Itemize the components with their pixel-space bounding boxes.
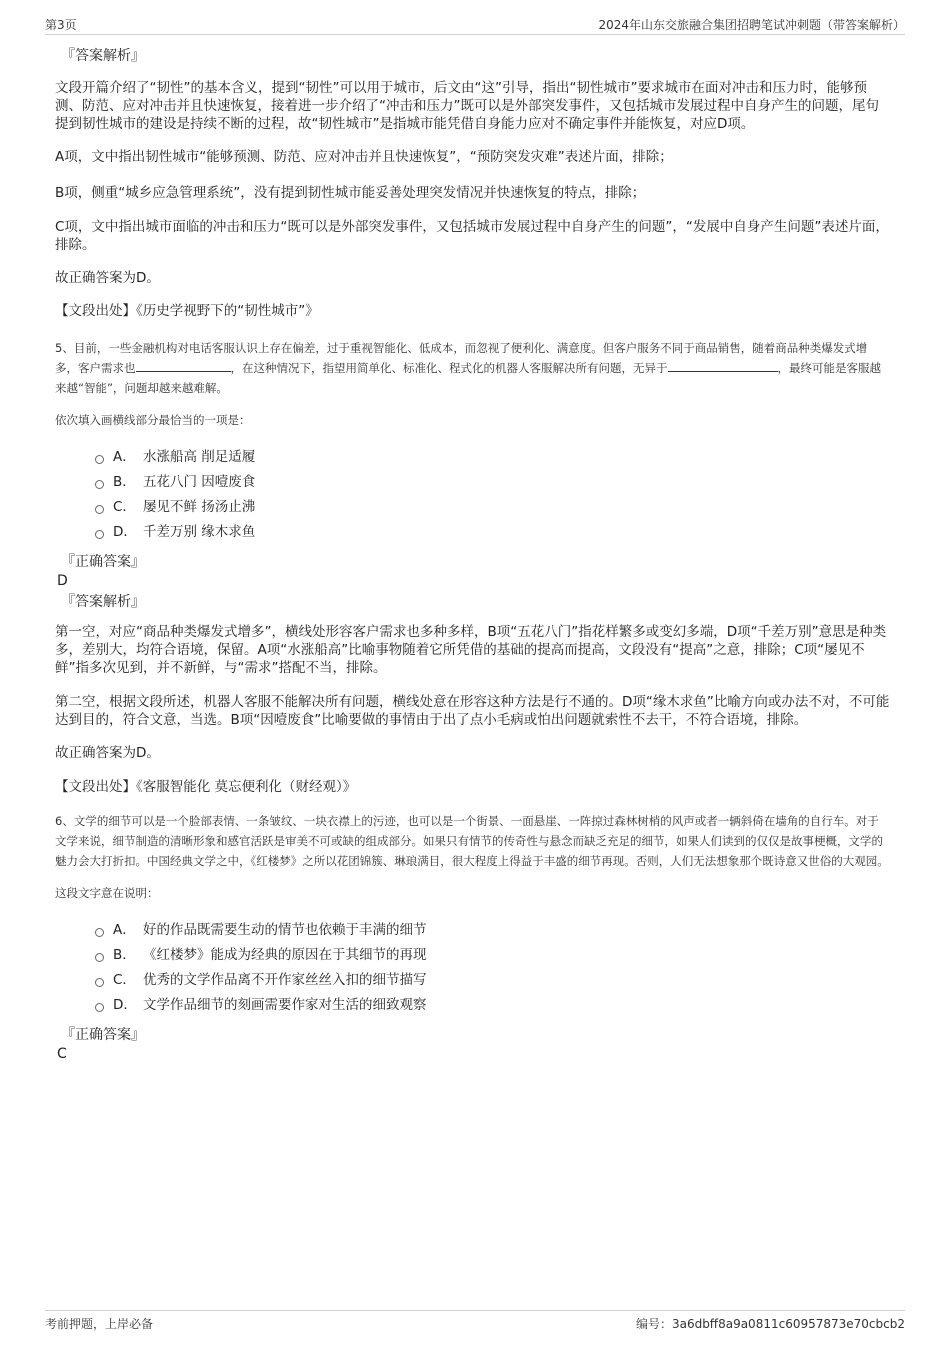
q5-stem-text: 5、目前，一些金融机构对电话客服认识上存在偏差，过于重视智能化、低成本，而忽视了便利化、满意度。但客户服务不同于商品销售，随着商品种类爆发式增多，客户需求也 <box>55 341 868 375</box>
q5-stem-text: ，在这种情况下，指望用简单化、标准化、程式化的机器人客服解决所有问题，无异于 <box>230 361 668 375</box>
q5-option-b[interactable] <box>95 469 890 494</box>
q5-answer-label: 『正确答案』 <box>61 554 145 570</box>
q5-analysis-paragraph: 第二空，根据文段所述，机器人客服不能解决所有问题，横线处意在形容这种方法是行不通的。D项“缘木求鱼”比喻方向或办法不对，不可能达到目的，符合文意，当选。B项“因噎废食”比喻要做的事情由于出了点小毛病或怕出问题就索性不去干，不符合语境，排除。 <box>55 694 890 728</box>
q5-options <box>95 444 890 544</box>
q4-analysis-label: 『答案解析』 <box>61 48 145 64</box>
q4-analysis-conclusion: 故正确答案为D。 <box>55 270 160 286</box>
option-text: 五花八门 因噎废食 <box>143 473 256 490</box>
page-number: 第3页 <box>45 18 77 32</box>
option-letter: B． <box>113 946 136 963</box>
q5-analysis-label: 『答案解析』 <box>61 594 145 610</box>
radio-icon[interactable] <box>95 928 104 937</box>
q6-stem: 6、文学的细节可以是一个脸部表情、一条皱纹、一块衣襟上的污迹，也可以是一个街景、一面悬崖、一阵掠过森林树梢的风声或者一辆斜倚在墙角的自行车。对于文学来说，细节制造的清晰形象和感官活跃是审美不可或缺的组成部分。如果只有情节的传奇性与悬念而缺乏充足的细节，如果人们读到的仅仅是故事梗概，文学的魅力会大打折扣。中国经典文学之中，《红楼梦》之所以花团锦簇、琳琅满目，很大程度上得益于丰盛的细节再现。否则，人们无法想象那个既诗意又世俗的大观园。 <box>55 814 889 868</box>
option-text: 千差万别 缘木求鱼 <box>143 523 256 540</box>
q6-option-c[interactable] <box>95 967 890 992</box>
option-text: 好的作品既需要生动的情节也依赖于丰满的细节 <box>143 921 427 938</box>
radio-icon[interactable] <box>95 1003 104 1012</box>
option-letter: B． <box>113 473 136 490</box>
page-content <box>55 46 890 1063</box>
q5-analysis-conclusion: 故正确答案为D。 <box>55 745 160 761</box>
q6-answer-label: 『正确答案』 <box>61 1027 145 1043</box>
q5-option-c[interactable] <box>95 494 890 519</box>
q4-source: 【文段出处】《历史学视野下的“韧性城市”》 <box>55 303 319 319</box>
q6-option-a[interactable] <box>95 917 890 942</box>
footer-slogan: 考前押题，上岸必备 <box>45 1317 154 1331</box>
q5-source: 【文段出处】《客服智能化 莫忘便利化（财经观）》 <box>55 779 357 795</box>
q5-stem-text: ，最终可能是客服越来越“智能”，问题却越来越难解。 <box>55 361 881 395</box>
q6-option-d[interactable] <box>95 992 890 1017</box>
radio-icon[interactable] <box>95 480 104 489</box>
page-footer <box>45 1310 905 1335</box>
option-text: 屡见不鲜 扬汤止沸 <box>143 498 256 515</box>
radio-icon[interactable] <box>95 953 104 962</box>
option-letter: C． <box>113 971 136 988</box>
option-letter: C． <box>113 498 136 515</box>
q4-analysis-paragraph: C项，文中指出城市面临的冲击和压力“既可以是外部突发事件，又包括城市发展过程中自身产生的问题”，“发展中自身产生问题”表述片面，排除。 <box>55 219 889 253</box>
q5-prompt: 依次填入画横线部分最恰当的一项是： <box>55 413 251 427</box>
radio-icon[interactable] <box>95 530 104 539</box>
option-letter: A． <box>113 448 136 465</box>
q4-analysis-paragraph: A项，文中指出韧性城市“能够预测、防范、应对冲击并且快速恢复”，“预防突发灾难”表述片面，排除； <box>55 149 673 165</box>
q5-answer: D <box>57 573 68 589</box>
q5-analysis-paragraph: 第一空，对应“商品种类爆发式增多”，横线处形容客户需求也多种多样，B项“五花八门”指花样繁多或变幻多端，D项“千差万别”意思是种类多，差别大，均符合语境，保留。A项“水涨船高”比喻事物随着它所凭借的基础的提高而提高，文段没有“提高”之意，排除；C项“屡见不鲜”指多次见到，并不新鲜，与“需求”搭配不当，排除。 <box>55 624 887 676</box>
document-code: 编号：3a6dbff8a9a0811c60957873e70cbcb2 <box>635 1317 905 1331</box>
option-text: 《红楼梦》能成为经典的原因在于其细节的再现 <box>143 946 427 963</box>
q5-blank-2 <box>668 359 778 372</box>
q6-option-b[interactable] <box>95 942 890 967</box>
q4-analysis-paragraph: 文段开篇介绍了“韧性”的基本含义，提到“韧性”可以用于城市，后文由“这”引导，指出“韧性城市”要求城市在面对冲击和压力时，能够预测、防范、应对冲击并且快速恢复，接着进一步介绍了“冲击和压力”既可以是外部突发事件，又包括城市发展过程中自身产生的问题，尾句提到韧性城市的建设是持续不断的过程，故“韧性城市”是指城市能凭借自身能力应对不确定事件并能恢复，对应D项。 <box>55 80 879 132</box>
radio-icon[interactable] <box>95 455 104 464</box>
q5-option-a[interactable] <box>95 444 890 469</box>
q5-blank-1 <box>136 359 231 372</box>
option-letter: A． <box>113 921 136 938</box>
radio-icon[interactable] <box>95 505 104 514</box>
radio-icon[interactable] <box>95 978 104 987</box>
q5-stem <box>55 338 890 398</box>
q4-analysis-paragraph: B项，侧重“城乡应急管理系统”，没有提到韧性城市能妥善处理突发情况并快速恢复的特点，排除； <box>55 185 646 201</box>
option-letter: D． <box>113 996 137 1013</box>
option-text: 优秀的文学作品离不开作家丝丝入扣的细节描写 <box>143 971 427 988</box>
option-text: 水涨船高 削足适履 <box>143 448 256 465</box>
q6-answer: C <box>57 1046 67 1062</box>
document-title: 2024年山东交旅融合集团招聘笔试冲刺题（带答案解析） <box>598 18 905 32</box>
q5-option-d[interactable] <box>95 519 890 544</box>
page-header <box>45 14 905 35</box>
option-letter: D． <box>113 523 137 540</box>
option-text: 文学作品细节的刻画需要作家对生活的细致观察 <box>143 996 427 1013</box>
q6-prompt: 这段文字意在说明： <box>55 886 159 900</box>
q6-options <box>95 917 890 1017</box>
